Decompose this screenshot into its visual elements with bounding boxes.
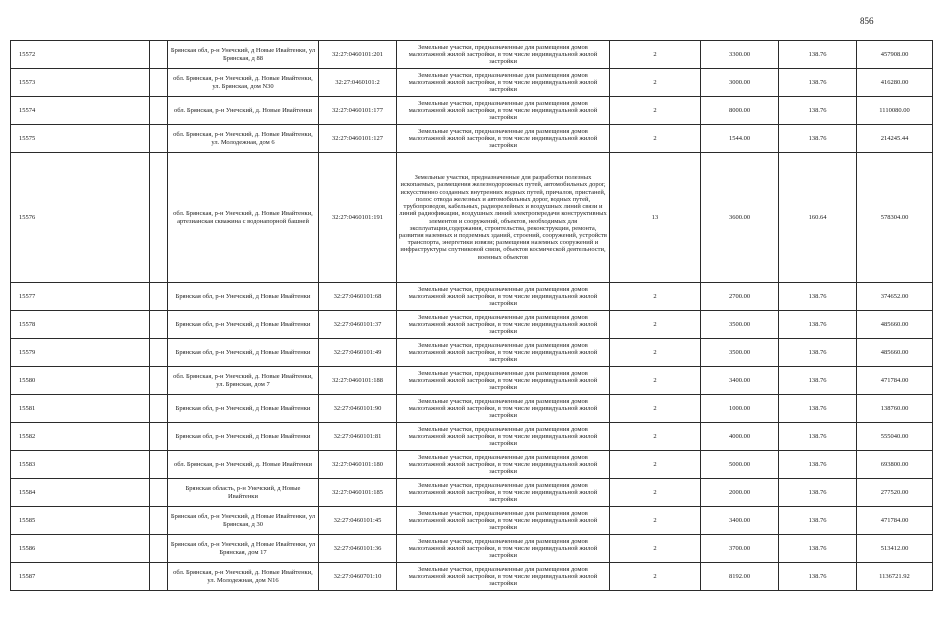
permitted-use-cell: Земельные участки, предназначенные для размещения домов малоэтажной жилой застройки, в том числе индивидуальной жилой застройки bbox=[397, 339, 610, 367]
empty-cell bbox=[150, 535, 168, 563]
cadastral-number-cell: 32:27:0460101:177 bbox=[319, 97, 397, 125]
area-cell: 2700.00 bbox=[701, 283, 779, 311]
address-cell: Брянская обл, р-н Унечский, д Новые Ивайтенки bbox=[168, 423, 319, 451]
cadastral-value-cell: 693800.00 bbox=[857, 451, 933, 479]
permitted-use-cell: Земельные участки, предназначенные для размещения домов малоэтажной жилой застройки, в том числе индивидуальной жилой застройки bbox=[397, 283, 610, 311]
permitted-use-cell: Земельные участки, предназначенные для разработки полезных ископаемых, размещения железнодорожных путей, автомобильных дорог, искусственно созданных внутренних водных путей, причалов, пристаней, полос отвода железных и автомобильных дорог, водных путей, трубопроводов, кабельных, радиорелейных и воздушных линий связи и линий радиофикации, воздушных линий электропередачи конструктивных элементов и сооружений, объектов, необходимых для эксплуатации,содержания, строительства, реконструкции, ремонта, развития наземных и подземных зданий, строений, сооружений, устройств транспорта, энергетики извязи; размещения наземных сооружений и инфраструктуры спутниковой связи, объектов космической деятельности, военных объектов bbox=[397, 153, 610, 283]
empty-cell bbox=[150, 339, 168, 367]
area-cell: 3000.00 bbox=[701, 69, 779, 97]
table-row bbox=[11, 451, 933, 479]
cadastral-number-cell: 32:27:0460101:68 bbox=[319, 283, 397, 311]
address-cell: обл. Брянская, р-н Унечский, д. Новые Ивайтенки, ул. Брянская, дом N30 bbox=[168, 69, 319, 97]
specific-value-cell: 138.76 bbox=[779, 41, 857, 69]
area-cell: 3300.00 bbox=[701, 41, 779, 69]
category-code-cell: 2 bbox=[610, 69, 701, 97]
record-number-cell: 15578 bbox=[11, 311, 150, 339]
cadastral-number-cell: 32:27:0460101:36 bbox=[319, 535, 397, 563]
area-cell: 3500.00 bbox=[701, 311, 779, 339]
specific-value-cell: 138.76 bbox=[779, 97, 857, 125]
table-row bbox=[11, 97, 933, 125]
address-cell: обл. Брянская, р-н Унечский, д. Новые Ивайтенки, ул. Молодежная, дом N16 bbox=[168, 563, 319, 591]
category-code-cell: 2 bbox=[610, 451, 701, 479]
permitted-use-cell: Земельные участки, предназначенные для размещения домов малоэтажной жилой застройки, в том числе индивидуальной жилой застройки bbox=[397, 125, 610, 153]
table-body bbox=[11, 41, 933, 591]
address-cell: Брянская обл, р-н Унечский, д Новые Ивайтенки, ул Брянская, дом 17 bbox=[168, 535, 319, 563]
record-number-cell: 15582 bbox=[11, 423, 150, 451]
cadastral-number-cell: 32:27:0460101:2 bbox=[319, 69, 397, 97]
permitted-use-cell: Земельные участки, предназначенные для размещения домов малоэтажной жилой застройки, в том числе индивидуальной жилой застройки bbox=[397, 563, 610, 591]
specific-value-cell: 138.76 bbox=[779, 563, 857, 591]
cadastral-value-table bbox=[10, 40, 933, 591]
record-number-cell: 15580 bbox=[11, 367, 150, 395]
permitted-use-cell: Земельные участки, предназначенные для размещения домов малоэтажной жилой застройки, в том числе индивидуальной жилой застройки bbox=[397, 395, 610, 423]
cadastral-number-cell: 32:27:0460101:191 bbox=[319, 153, 397, 283]
empty-cell bbox=[150, 451, 168, 479]
cadastral-number-cell: 32:27:0460701:10 bbox=[319, 563, 397, 591]
cadastral-number-cell: 32:27:0460101:188 bbox=[319, 367, 397, 395]
table-row bbox=[11, 563, 933, 591]
address-cell: обл. Брянская, р-н Унечский, д. Новые Ивайтенки, артезианская скважина с водонапорной башней bbox=[168, 153, 319, 283]
address-cell: Брянская обл, р-н Унечский, д Новые Ивайтенки bbox=[168, 395, 319, 423]
empty-cell bbox=[150, 479, 168, 507]
table-row bbox=[11, 507, 933, 535]
table-row bbox=[11, 423, 933, 451]
area-cell: 8000.00 bbox=[701, 97, 779, 125]
specific-value-cell: 160.64 bbox=[779, 153, 857, 283]
permitted-use-cell: Земельные участки, предназначенные для размещения домов малоэтажной жилой застройки, в том числе индивидуальной жилой застройки bbox=[397, 479, 610, 507]
category-code-cell: 2 bbox=[610, 283, 701, 311]
address-cell: Брянская область, р-н Унечский, д Новые Ивайтенки bbox=[168, 479, 319, 507]
empty-cell bbox=[150, 125, 168, 153]
cadastral-value-cell: 471784.00 bbox=[857, 507, 933, 535]
category-code-cell: 13 bbox=[610, 153, 701, 283]
permitted-use-cell: Земельные участки, предназначенные для размещения домов малоэтажной жилой застройки, в том числе индивидуальной жилой застройки bbox=[397, 97, 610, 125]
address-cell: Брянская обл, р-н Унечский, д Новые Ивайтенки bbox=[168, 339, 319, 367]
category-code-cell: 2 bbox=[610, 563, 701, 591]
specific-value-cell: 138.76 bbox=[779, 395, 857, 423]
record-number-cell: 15574 bbox=[11, 97, 150, 125]
table-row bbox=[11, 283, 933, 311]
permitted-use-cell: Земельные участки, предназначенные для размещения домов малоэтажной жилой застройки, в том числе индивидуальной жилой застройки bbox=[397, 451, 610, 479]
empty-cell bbox=[150, 563, 168, 591]
address-cell: Брянская обл, р-н Унечский, д Новые Ивайтенки bbox=[168, 311, 319, 339]
table-row bbox=[11, 125, 933, 153]
cadastral-value-cell: 578304.00 bbox=[857, 153, 933, 283]
table-row bbox=[11, 311, 933, 339]
permitted-use-cell: Земельные участки, предназначенные для размещения домов малоэтажной жилой застройки, в том числе индивидуальной жилой застройки bbox=[397, 367, 610, 395]
area-cell: 3400.00 bbox=[701, 507, 779, 535]
record-number-cell: 15587 bbox=[11, 563, 150, 591]
area-cell: 3400.00 bbox=[701, 367, 779, 395]
record-number-cell: 15586 bbox=[11, 535, 150, 563]
permitted-use-cell: Земельные участки, предназначенные для размещения домов малоэтажной жилой застройки, в том числе индивидуальной жилой застройки bbox=[397, 41, 610, 69]
area-cell: 1000.00 bbox=[701, 395, 779, 423]
cadastral-value-cell: 513412.00 bbox=[857, 535, 933, 563]
area-cell: 3700.00 bbox=[701, 535, 779, 563]
specific-value-cell: 138.76 bbox=[779, 339, 857, 367]
cadastral-value-cell: 555040.00 bbox=[857, 423, 933, 451]
address-cell: Брянская обл, р-н Унечский, д Новые Ивайтенки, ул Брянская, д 88 bbox=[168, 41, 319, 69]
category-code-cell: 2 bbox=[610, 367, 701, 395]
cadastral-number-cell: 32:27:0460101:45 bbox=[319, 507, 397, 535]
address-cell: обл. Брянская, р-н Унечский, д. Новые Ивайтенки bbox=[168, 97, 319, 125]
category-code-cell: 2 bbox=[610, 535, 701, 563]
table-row bbox=[11, 69, 933, 97]
cadastral-number-cell: 32:27:0460101:201 bbox=[319, 41, 397, 69]
empty-cell bbox=[150, 283, 168, 311]
empty-cell bbox=[150, 395, 168, 423]
cadastral-number-cell: 32:27:0460101:90 bbox=[319, 395, 397, 423]
category-code-cell: 2 bbox=[610, 41, 701, 69]
address-cell: обл. Брянская, р-н Унечский, д. Новые Ивайтенки bbox=[168, 451, 319, 479]
permitted-use-cell: Земельные участки, предназначенные для размещения домов малоэтажной жилой застройки, в том числе индивидуальной жилой застройки bbox=[397, 535, 610, 563]
address-cell: обл. Брянская, р-н Унечский, д. Новые Ивайтенки, ул. Молодежная, дом 6 bbox=[168, 125, 319, 153]
area-cell: 1544.00 bbox=[701, 125, 779, 153]
area-cell: 5000.00 bbox=[701, 451, 779, 479]
cadastral-number-cell: 32:27:0460101:49 bbox=[319, 339, 397, 367]
empty-cell bbox=[150, 507, 168, 535]
table-row bbox=[11, 41, 933, 69]
cadastral-number-cell: 32:27:0460101:81 bbox=[319, 423, 397, 451]
cadastral-value-cell: 1110080.00 bbox=[857, 97, 933, 125]
specific-value-cell: 138.76 bbox=[779, 367, 857, 395]
empty-cell bbox=[150, 41, 168, 69]
area-cell: 2000.00 bbox=[701, 479, 779, 507]
table-row bbox=[11, 535, 933, 563]
table-row bbox=[11, 339, 933, 367]
specific-value-cell: 138.76 bbox=[779, 535, 857, 563]
category-code-cell: 2 bbox=[610, 395, 701, 423]
cadastral-number-cell: 32:27:0460101:127 bbox=[319, 125, 397, 153]
table-row bbox=[11, 479, 933, 507]
record-number-cell: 15579 bbox=[11, 339, 150, 367]
address-cell: Брянская обл, р-н Унечский, д Новые Ивайтенки bbox=[168, 283, 319, 311]
specific-value-cell: 138.76 bbox=[779, 423, 857, 451]
cadastral-value-cell: 457908.00 bbox=[857, 41, 933, 69]
cadastral-value-cell: 138760.00 bbox=[857, 395, 933, 423]
record-number-cell: 15573 bbox=[11, 69, 150, 97]
cadastral-value-cell: 485660.00 bbox=[857, 339, 933, 367]
cadastral-number-cell: 32:27:0460101:185 bbox=[319, 479, 397, 507]
empty-cell bbox=[150, 367, 168, 395]
cadastral-value-cell: 277520.00 bbox=[857, 479, 933, 507]
category-code-cell: 2 bbox=[610, 125, 701, 153]
record-number-cell: 15575 bbox=[11, 125, 150, 153]
empty-cell bbox=[150, 153, 168, 283]
category-code-cell: 2 bbox=[610, 479, 701, 507]
table-row bbox=[11, 153, 933, 283]
category-code-cell: 2 bbox=[610, 423, 701, 451]
table-row bbox=[11, 395, 933, 423]
empty-cell bbox=[150, 97, 168, 125]
cadastral-number-cell: 32:27:0460101:180 bbox=[319, 451, 397, 479]
area-cell: 3600.00 bbox=[701, 153, 779, 283]
record-number-cell: 15581 bbox=[11, 395, 150, 423]
cadastral-value-cell: 374652.00 bbox=[857, 283, 933, 311]
page-number: 856 bbox=[860, 16, 874, 26]
cadastral-value-cell: 471784.00 bbox=[857, 367, 933, 395]
area-cell: 8192.00 bbox=[701, 563, 779, 591]
specific-value-cell: 138.76 bbox=[779, 479, 857, 507]
permitted-use-cell: Земельные участки, предназначенные для размещения домов малоэтажной жилой застройки, в том числе индивидуальной жилой застройки bbox=[397, 69, 610, 97]
permitted-use-cell: Земельные участки, предназначенные для размещения домов малоэтажной жилой застройки, в том числе индивидуальной жилой застройки bbox=[397, 423, 610, 451]
record-number-cell: 15577 bbox=[11, 283, 150, 311]
category-code-cell: 2 bbox=[610, 507, 701, 535]
cadastral-number-cell: 32:27:0460101:37 bbox=[319, 311, 397, 339]
record-number-cell: 15583 bbox=[11, 451, 150, 479]
empty-cell bbox=[150, 423, 168, 451]
area-cell: 3500.00 bbox=[701, 339, 779, 367]
record-number-cell: 15585 bbox=[11, 507, 150, 535]
cadastral-value-cell: 1136721.92 bbox=[857, 563, 933, 591]
specific-value-cell: 138.76 bbox=[779, 507, 857, 535]
cadastral-value-cell: 416280.00 bbox=[857, 69, 933, 97]
category-code-cell: 2 bbox=[610, 97, 701, 125]
area-cell: 4000.00 bbox=[701, 423, 779, 451]
empty-cell bbox=[150, 311, 168, 339]
specific-value-cell: 138.76 bbox=[779, 125, 857, 153]
permitted-use-cell: Земельные участки, предназначенные для размещения домов малоэтажной жилой застройки, в том числе индивидуальной жилой застройки bbox=[397, 507, 610, 535]
specific-value-cell: 138.76 bbox=[779, 283, 857, 311]
cadastral-value-cell: 485660.00 bbox=[857, 311, 933, 339]
category-code-cell: 2 bbox=[610, 339, 701, 367]
specific-value-cell: 138.76 bbox=[779, 311, 857, 339]
address-cell: обл. Брянская, р-н Унечский, д. Новые Ивайтенки, ул. Брянская, дом 7 bbox=[168, 367, 319, 395]
permitted-use-cell: Земельные участки, предназначенные для размещения домов малоэтажной жилой застройки, в том числе индивидуальной жилой застройки bbox=[397, 311, 610, 339]
specific-value-cell: 138.76 bbox=[779, 451, 857, 479]
specific-value-cell: 138.76 bbox=[779, 69, 857, 97]
record-number-cell: 15576 bbox=[11, 153, 150, 283]
record-number-cell: 15584 bbox=[11, 479, 150, 507]
record-number-cell: 15572 bbox=[11, 41, 150, 69]
category-code-cell: 2 bbox=[610, 311, 701, 339]
cadastral-value-cell: 214245.44 bbox=[857, 125, 933, 153]
table-row bbox=[11, 367, 933, 395]
address-cell: Брянская обл, р-н Унечский, д Новые Ивайтенки, ул Брянская, д 30 bbox=[168, 507, 319, 535]
empty-cell bbox=[150, 69, 168, 97]
